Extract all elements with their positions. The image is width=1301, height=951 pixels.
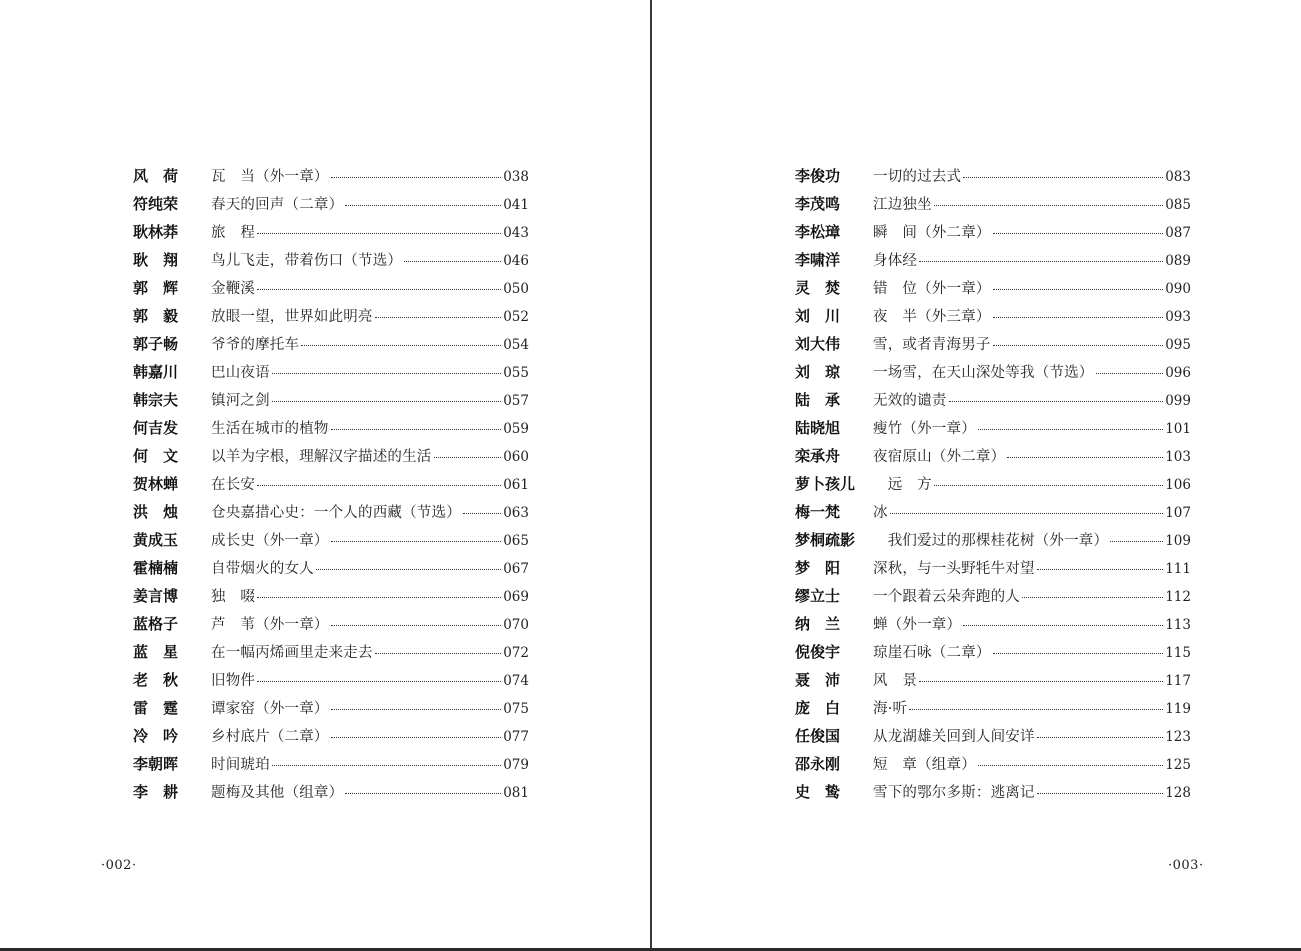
toc-page-number: 046	[503, 252, 529, 269]
toc-title-leader	[211, 333, 529, 354]
dot-leader	[1110, 540, 1163, 542]
toc-title-leader	[211, 641, 529, 662]
toc-title-leader	[873, 781, 1191, 802]
toc-title: 一场雪，在天山深处等我（节选）	[873, 364, 1094, 381]
toc-page-number: 079	[503, 756, 529, 773]
toc-title: 自带烟火的女人	[211, 560, 314, 577]
toc-entry	[795, 693, 1191, 721]
dot-leader	[1037, 568, 1164, 570]
toc-page-number: 038	[503, 168, 529, 185]
toc-title-leader	[211, 781, 529, 802]
toc-entry	[795, 413, 1191, 441]
toc-title: 在长安	[211, 476, 256, 493]
dot-leader	[257, 680, 501, 682]
toc-author: 梦 阳	[795, 558, 841, 577]
toc-title-leader	[873, 305, 1191, 326]
toc-entry	[133, 693, 529, 721]
toc-title: 在一幅丙烯画里走来走去	[211, 644, 373, 661]
toc-title-leader	[873, 249, 1191, 270]
toc-author: 李 耕	[133, 782, 179, 801]
toc-author: 韩宗夫	[133, 390, 179, 409]
dot-leader	[301, 344, 501, 346]
toc-page-number: 072	[503, 644, 529, 661]
toc-entry	[795, 217, 1191, 245]
toc-title-leader	[211, 165, 529, 186]
toc-title: 独 啜	[211, 588, 256, 605]
toc-title: 短 章（组章）	[873, 756, 976, 773]
toc-title: 金鞭溪	[211, 280, 256, 297]
toc-title-leader	[873, 641, 1191, 662]
toc-title: 放眼一望，世界如此明亮	[211, 308, 373, 325]
toc-author: 郭 毅	[133, 306, 179, 325]
toc-author: 李茂鸣	[795, 194, 841, 213]
toc-page-number: 055	[503, 364, 529, 381]
toc-author: 聂 沛	[795, 670, 841, 689]
dot-leader	[993, 316, 1164, 318]
toc-title: 旧物件	[211, 672, 256, 689]
toc-title: 以羊为字根，理解汉字描述的生活	[211, 448, 432, 465]
toc-title: 谭家窑（外一章）	[211, 700, 329, 717]
toc-page-number: 069	[503, 588, 529, 605]
dot-leader	[331, 708, 502, 710]
dot-leader	[1007, 456, 1163, 458]
dot-leader	[1037, 792, 1164, 794]
left-page	[0, 0, 650, 951]
toc-title-leader	[211, 529, 529, 550]
toc-entry	[795, 665, 1191, 693]
toc-page-number: 085	[1165, 196, 1191, 213]
toc-title-leader	[873, 697, 1191, 718]
toc-title-leader	[873, 613, 1191, 634]
toc-title: 夜宿原山（外二章）	[873, 448, 1006, 465]
dot-leader	[345, 204, 501, 206]
toc-entry	[795, 441, 1191, 469]
toc-author: 梦桐疏影	[795, 530, 856, 549]
toc-author: 梅一梵	[795, 502, 841, 521]
toc-entry	[795, 385, 1191, 413]
toc-title-leader	[873, 557, 1191, 578]
toc-entry	[133, 665, 529, 693]
toc-author: 韩嘉川	[133, 362, 179, 381]
toc-page-number: 117	[1165, 672, 1191, 689]
dot-leader	[1096, 372, 1164, 374]
toc-entry	[133, 273, 529, 301]
toc-title: 瓦 当（外一章）	[211, 168, 329, 185]
toc-page-number: 101	[1165, 420, 1191, 437]
toc-entry	[133, 553, 529, 581]
toc-page-number: 043	[503, 224, 529, 241]
toc-entry	[133, 497, 529, 525]
toc-page-number: 065	[503, 532, 529, 549]
toc-title-leader	[211, 249, 529, 270]
dot-leader	[331, 540, 502, 542]
dot-leader	[257, 596, 501, 598]
toc-entry	[795, 357, 1191, 385]
toc-author: 郭子畅	[133, 334, 179, 353]
toc-title: 鸟儿飞走，带着伤口（节选）	[211, 252, 403, 269]
toc-page-number: 070	[503, 616, 529, 633]
toc-entry	[795, 273, 1191, 301]
toc-author: 陆 承	[795, 390, 841, 409]
toc-page-number: 052	[503, 308, 529, 325]
dot-leader	[272, 372, 501, 374]
toc-title-leader	[211, 361, 529, 382]
toc-page-number: 075	[503, 700, 529, 717]
toc-title-leader	[211, 193, 529, 214]
toc-page-number: 059	[503, 420, 529, 437]
toc-author: 雷 霆	[133, 698, 179, 717]
toc-author: 何吉发	[133, 418, 179, 437]
toc-entry	[795, 329, 1191, 357]
toc-author: 邵永刚	[795, 754, 841, 773]
toc-entry	[133, 245, 529, 273]
toc-author: 史 鸷	[795, 782, 841, 801]
toc-author: 贺林蝉	[133, 474, 179, 493]
dot-leader	[331, 428, 502, 430]
toc-author: 符纯荣	[133, 194, 179, 213]
toc-author: 耿林莽	[133, 222, 179, 241]
toc-author: 李松璋	[795, 222, 841, 241]
toc-title: 雪，或者青海男子	[873, 336, 991, 353]
toc-title: 江边独坐	[873, 196, 932, 213]
toc-title-leader	[873, 277, 1191, 298]
toc-author: 风 荷	[133, 166, 179, 185]
toc-author: 萝卜孩儿	[795, 474, 856, 493]
dot-leader	[993, 344, 1164, 346]
toc-author: 李俊功	[795, 166, 841, 185]
toc-page-number: 087	[1165, 224, 1191, 241]
toc-entry	[795, 245, 1191, 273]
toc-entry	[133, 469, 529, 497]
toc-title: 成长史（外一章）	[211, 532, 329, 549]
toc-entry	[795, 497, 1191, 525]
toc-entry	[133, 329, 529, 357]
dot-leader	[345, 792, 501, 794]
toc-title-leader	[211, 697, 529, 718]
toc-title: 海·听	[873, 700, 908, 717]
dot-leader	[919, 260, 1163, 262]
toc-entry	[133, 749, 529, 777]
toc-entry	[795, 637, 1191, 665]
toc-page-number: 074	[503, 672, 529, 689]
toc-page-number: 067	[503, 560, 529, 577]
toc-author: 蓝格子	[133, 614, 179, 633]
toc-title-leader	[211, 417, 529, 438]
toc-title-leader	[873, 221, 1191, 242]
toc-author: 黄成玉	[133, 530, 179, 549]
toc-author: 庞 白	[795, 698, 841, 717]
toc-title-leader	[873, 473, 1191, 494]
toc-entry	[795, 469, 1191, 497]
right-page	[652, 0, 1301, 951]
dot-leader	[1037, 736, 1164, 738]
toc-entry	[795, 609, 1191, 637]
toc-title-leader	[873, 585, 1191, 606]
dot-leader	[257, 232, 501, 234]
toc-page-number: 061	[503, 476, 529, 493]
toc-title: 琼崖石咏（二章）	[873, 644, 991, 661]
dot-leader	[375, 316, 502, 318]
toc-entry	[133, 161, 529, 189]
toc-entry	[133, 581, 529, 609]
toc-title-leader	[211, 221, 529, 242]
dot-leader	[272, 400, 501, 402]
toc-title: 一个跟着云朵奔跑的人	[873, 588, 1020, 605]
toc-title: 风 景	[873, 672, 918, 689]
toc-title: 冰	[873, 504, 888, 521]
toc-author: 霍楠楠	[133, 558, 179, 577]
toc-title: 镇河之剑	[211, 392, 270, 409]
toc-entry	[133, 609, 529, 637]
dot-leader	[375, 652, 502, 654]
toc-title: 仓央嘉措心史：一个人的西藏（节选）	[211, 504, 461, 521]
toc-title-leader	[873, 725, 1191, 746]
dot-leader	[331, 176, 502, 178]
toc-title-leader	[873, 669, 1191, 690]
toc-title-leader	[211, 277, 529, 298]
toc-author: 耿 翔	[133, 250, 179, 269]
toc-page-number: 103	[1165, 448, 1191, 465]
toc-title: 爷爷的摩托车	[211, 336, 300, 353]
toc-entry	[133, 357, 529, 385]
toc-title: 从龙湖雄关回到人间安详	[873, 728, 1035, 745]
toc-title: 身体经	[873, 252, 918, 269]
toc-page-number: 095	[1165, 336, 1191, 353]
dot-leader	[272, 764, 501, 766]
toc-title: 乡村底片（二章）	[211, 728, 329, 745]
toc-title-leader	[873, 193, 1191, 214]
dot-leader	[978, 764, 1163, 766]
toc-title: 一切的过去式	[873, 168, 962, 185]
toc-list-right	[795, 161, 1191, 805]
toc-title: 瘦竹（外一章）	[873, 420, 976, 437]
toc-page-number: 112	[1165, 588, 1191, 605]
toc-title: 旅 程	[211, 224, 256, 241]
toc-author: 何 文	[133, 446, 179, 465]
dot-leader	[919, 680, 1163, 682]
dot-leader	[934, 204, 1163, 206]
dot-leader	[463, 512, 501, 514]
toc-page-number: 123	[1165, 728, 1191, 745]
dot-leader	[978, 428, 1163, 430]
dot-leader	[890, 512, 1164, 514]
toc-title-leader	[211, 501, 529, 522]
toc-title-leader	[211, 585, 529, 606]
dot-leader	[963, 624, 1163, 626]
toc-author: 刘 川	[795, 306, 841, 325]
toc-entry	[795, 721, 1191, 749]
toc-page-number: 107	[1165, 504, 1191, 521]
toc-title: 巴山夜语	[211, 364, 270, 381]
toc-entry	[795, 301, 1191, 329]
toc-title-leader	[211, 557, 529, 578]
toc-author: 姜言博	[133, 586, 179, 605]
dot-leader	[257, 288, 501, 290]
toc-author: 灵 焚	[795, 278, 841, 297]
toc-page-number: 096	[1165, 364, 1191, 381]
toc-title: 生活在城市的植物	[211, 420, 329, 437]
toc-page-number: 089	[1165, 252, 1191, 269]
toc-author: 洪 烛	[133, 502, 179, 521]
toc-entry	[133, 525, 529, 553]
toc-title: 蝉（外一章）	[873, 616, 962, 633]
toc-title-leader	[873, 417, 1191, 438]
dot-leader	[331, 624, 502, 626]
toc-title-leader	[211, 669, 529, 690]
toc-page-number: 128	[1165, 784, 1191, 801]
toc-entry	[133, 413, 529, 441]
toc-page-number: 041	[503, 196, 529, 213]
toc-title: 我们爱过的那棵桂花树（外一章）	[873, 532, 1109, 549]
dot-leader	[404, 260, 501, 262]
toc-title-leader	[873, 445, 1191, 466]
toc-page-number: 054	[503, 336, 529, 353]
page-number-left: ·002·	[101, 858, 137, 873]
toc-page-number: 083	[1165, 168, 1191, 185]
toc-entry	[133, 637, 529, 665]
dot-leader	[909, 708, 1163, 710]
toc-title: 错 位（外一章）	[873, 280, 991, 297]
dot-leader	[316, 568, 501, 570]
toc-title-leader	[211, 305, 529, 326]
toc-title-leader	[873, 361, 1191, 382]
toc-title-leader	[211, 753, 529, 774]
toc-author: 任俊国	[795, 726, 841, 745]
toc-title-leader	[873, 753, 1191, 774]
toc-entry	[795, 749, 1191, 777]
toc-author: 李啸洋	[795, 250, 841, 269]
toc-author: 郭 辉	[133, 278, 179, 297]
toc-title-leader	[211, 473, 529, 494]
toc-page-number: 081	[503, 784, 529, 801]
toc-list-left	[133, 161, 529, 805]
toc-page-number: 090	[1165, 280, 1191, 297]
toc-author: 陆晓旭	[795, 418, 841, 437]
toc-title-leader	[211, 445, 529, 466]
toc-entry	[795, 525, 1191, 553]
toc-entry	[133, 301, 529, 329]
dot-leader	[993, 288, 1164, 290]
toc-title-leader	[873, 501, 1191, 522]
dot-leader	[1022, 596, 1163, 598]
toc-page-number: 057	[503, 392, 529, 409]
toc-entry	[133, 217, 529, 245]
toc-author: 刘 琼	[795, 362, 841, 381]
toc-title: 芦 苇（外一章）	[211, 616, 329, 633]
toc-page-number: 050	[503, 280, 529, 297]
toc-title-leader	[211, 613, 529, 634]
dot-leader	[934, 484, 1163, 486]
toc-entry	[795, 189, 1191, 217]
toc-author: 倪俊宇	[795, 642, 841, 661]
toc-author: 李朝晖	[133, 754, 179, 773]
dot-leader	[993, 652, 1164, 654]
toc-entry	[795, 777, 1191, 805]
toc-author: 纳 兰	[795, 614, 841, 633]
toc-page-number: 077	[503, 728, 529, 745]
toc-author: 冷 吟	[133, 726, 179, 745]
toc-entry	[795, 553, 1191, 581]
toc-page-number: 060	[503, 448, 529, 465]
toc-entry	[795, 161, 1191, 189]
toc-page-number: 119	[1165, 700, 1191, 717]
toc-page-number: 099	[1165, 392, 1191, 409]
toc-page-number: 109	[1165, 532, 1191, 549]
toc-page-number: 106	[1165, 476, 1191, 493]
toc-page-number: 111	[1165, 560, 1191, 577]
toc-title: 夜 半（外三章）	[873, 308, 991, 325]
toc-title-leader	[873, 389, 1191, 410]
toc-title-leader	[873, 529, 1191, 550]
toc-title-leader	[211, 725, 529, 746]
toc-page-number: 115	[1165, 644, 1191, 661]
toc-author: 栾承舟	[795, 446, 841, 465]
toc-page-number: 063	[503, 504, 529, 521]
toc-title: 远 方	[873, 476, 932, 493]
toc-author: 老 秋	[133, 670, 179, 689]
toc-author: 蓝 星	[133, 642, 179, 661]
toc-entry	[133, 189, 529, 217]
dot-leader	[993, 232, 1164, 234]
toc-author: 缪立士	[795, 586, 841, 605]
page-number-right: ·003·	[1168, 858, 1204, 873]
toc-entry	[795, 581, 1191, 609]
dot-leader	[331, 736, 502, 738]
toc-title: 深秋，与一头野牦牛对望	[873, 560, 1035, 577]
dot-leader	[949, 400, 1164, 402]
dot-leader	[963, 176, 1163, 178]
toc-title: 春天的回声（二章）	[211, 196, 344, 213]
toc-title: 时间琥珀	[211, 756, 270, 773]
toc-title-leader	[873, 333, 1191, 354]
toc-title: 题梅及其他（组章）	[211, 784, 344, 801]
toc-entry	[133, 721, 529, 749]
toc-title-leader	[873, 165, 1191, 186]
toc-author: 刘大伟	[795, 334, 841, 353]
toc-entry	[133, 441, 529, 469]
toc-entry	[133, 777, 529, 805]
toc-page-number: 093	[1165, 308, 1191, 325]
toc-page-number: 125	[1165, 756, 1191, 773]
toc-page-number: 113	[1165, 616, 1191, 633]
toc-title-leader	[211, 389, 529, 410]
dot-leader	[257, 484, 501, 486]
toc-title: 瞬 间（外二章）	[873, 224, 991, 241]
toc-title: 雪下的鄂尔多斯：逃离记	[873, 784, 1035, 801]
dot-leader	[434, 456, 502, 458]
toc-title: 无效的谴责	[873, 392, 947, 409]
toc-entry	[133, 385, 529, 413]
